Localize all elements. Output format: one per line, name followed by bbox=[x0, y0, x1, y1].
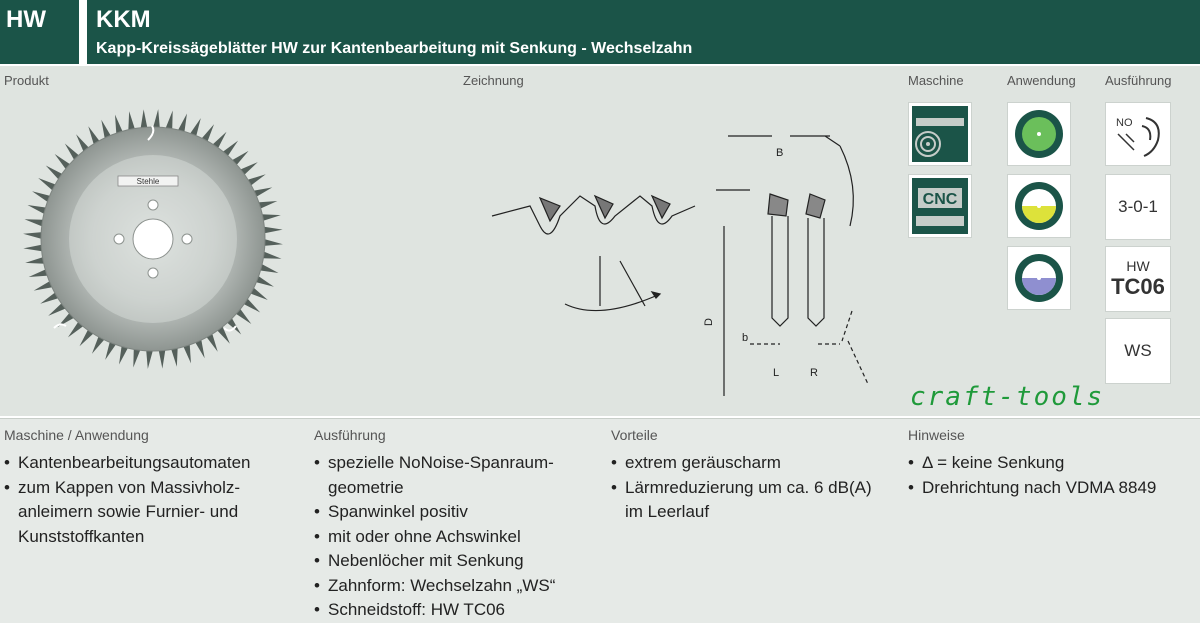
bullet-item: • Δ = keine Senkung bbox=[908, 451, 1198, 476]
bullet-item: • spezielle NoNoise-Spanraum- geometrie bbox=[314, 451, 594, 500]
bullet-item: • extrem geräuscharm bbox=[611, 451, 891, 476]
item-list bbox=[611, 451, 891, 525]
saw-tooth bbox=[264, 239, 283, 246]
blade-brand-label: Stehle bbox=[136, 177, 160, 186]
tooth-form-label: WS bbox=[1124, 341, 1152, 360]
saw-tooth bbox=[171, 347, 178, 367]
column-title: Ausführung bbox=[314, 427, 386, 443]
bullet-item: • Zahnform: Wechselzahn „WS“ bbox=[314, 574, 594, 599]
saw-tooth bbox=[262, 251, 281, 258]
tooth-form-box bbox=[1105, 318, 1171, 384]
dim-label-R: R bbox=[810, 367, 818, 379]
machine-cnc-icon bbox=[908, 174, 972, 238]
dim-label-b: b bbox=[742, 332, 749, 344]
application-full-cut-icon bbox=[1007, 102, 1071, 166]
product-group-code: HW bbox=[6, 6, 46, 33]
column-ausfuehrung bbox=[314, 427, 594, 623]
saw-tooth bbox=[165, 111, 172, 130]
dim-label-L: L bbox=[773, 367, 780, 379]
column-hinweise bbox=[908, 427, 1198, 500]
column-maschine-anwendung bbox=[4, 427, 294, 549]
item-list bbox=[4, 451, 294, 549]
bullet-item: • mit oder ohne Achswinkel bbox=[314, 525, 594, 550]
dim-label-B: B bbox=[776, 147, 784, 159]
technical-drawing bbox=[480, 126, 880, 396]
header-separator bbox=[79, 0, 87, 64]
saw-tooth bbox=[263, 227, 282, 234]
bullet-item: • Schneidstoff: HW TC06 bbox=[314, 598, 594, 623]
saw-tooth bbox=[133, 348, 140, 367]
machine-edge-banding-icon bbox=[908, 102, 972, 166]
item-list bbox=[908, 451, 1198, 500]
item-list bbox=[314, 451, 594, 623]
bullet-item: • Drehrichtung nach VDMA 8849 bbox=[908, 476, 1198, 501]
saw-blade-image bbox=[10, 96, 296, 382]
saw-tooth bbox=[146, 350, 153, 369]
section-label-produkt: Produkt bbox=[4, 73, 49, 88]
column-title: Hinweise bbox=[908, 427, 965, 443]
product-name: KKM bbox=[96, 6, 151, 33]
section-label-zeichnung: Zeichnung bbox=[463, 73, 524, 88]
application-edge-blue-icon bbox=[1007, 246, 1071, 310]
saw-tooth bbox=[261, 214, 281, 221]
saw-tooth bbox=[128, 111, 135, 131]
brand-logo-craft-tools: craft-tools bbox=[910, 382, 1105, 412]
product-overview-panel bbox=[0, 66, 1200, 416]
dim-label-D: D bbox=[703, 318, 715, 326]
saw-tooth bbox=[153, 109, 160, 128]
application-edge-yellow-icon bbox=[1007, 174, 1071, 238]
section-label-anwendung: Anwendung bbox=[1007, 73, 1076, 88]
header-bar bbox=[0, 0, 1200, 64]
saw-tooth bbox=[23, 232, 42, 239]
section-label-ausfuehrung: Ausführung bbox=[1105, 73, 1172, 88]
product-subtitle: Kapp-Kreissägeblätter HW zur Kantenbearbeitung mit Senkung - Wechselzahn bbox=[96, 40, 693, 57]
angle-code: 3-0-1 bbox=[1118, 197, 1158, 216]
angle-code-box bbox=[1105, 174, 1171, 240]
bullet-item: • Kantenbearbeitungsautomaten bbox=[4, 451, 294, 476]
saw-tooth bbox=[159, 349, 166, 368]
nonoise-label: NO bbox=[1116, 117, 1133, 129]
material-big-label: TC06 bbox=[1111, 274, 1165, 299]
section-label-maschine: Maschine bbox=[908, 73, 964, 88]
details-panel bbox=[0, 418, 1200, 623]
saw-tooth bbox=[141, 109, 148, 128]
column-title: Vorteile bbox=[611, 427, 658, 443]
saw-tooth bbox=[25, 257, 45, 264]
nonoise-icon bbox=[1105, 102, 1171, 166]
column-title: Maschine / Anwendung bbox=[4, 427, 149, 443]
bullet-item: • Spanwinkel positiv bbox=[314, 500, 594, 525]
bullet-item: • zum Kappen von Massivholz- anleimern sowie Furnier- und Kunststoffkanten bbox=[4, 476, 294, 550]
bullet-item: • Lärmreduzierung um ca. 6 dB(A) im Leerlauf bbox=[611, 476, 891, 525]
column-vorteile bbox=[611, 427, 891, 525]
bullet-item: • Nebenlöcher mit Senkung bbox=[314, 549, 594, 574]
saw-tooth bbox=[23, 245, 42, 252]
material-small-label: HW bbox=[1126, 258, 1150, 274]
material-box bbox=[1105, 246, 1171, 312]
cnc-label: CNC bbox=[922, 191, 958, 208]
saw-tooth bbox=[25, 219, 44, 226]
